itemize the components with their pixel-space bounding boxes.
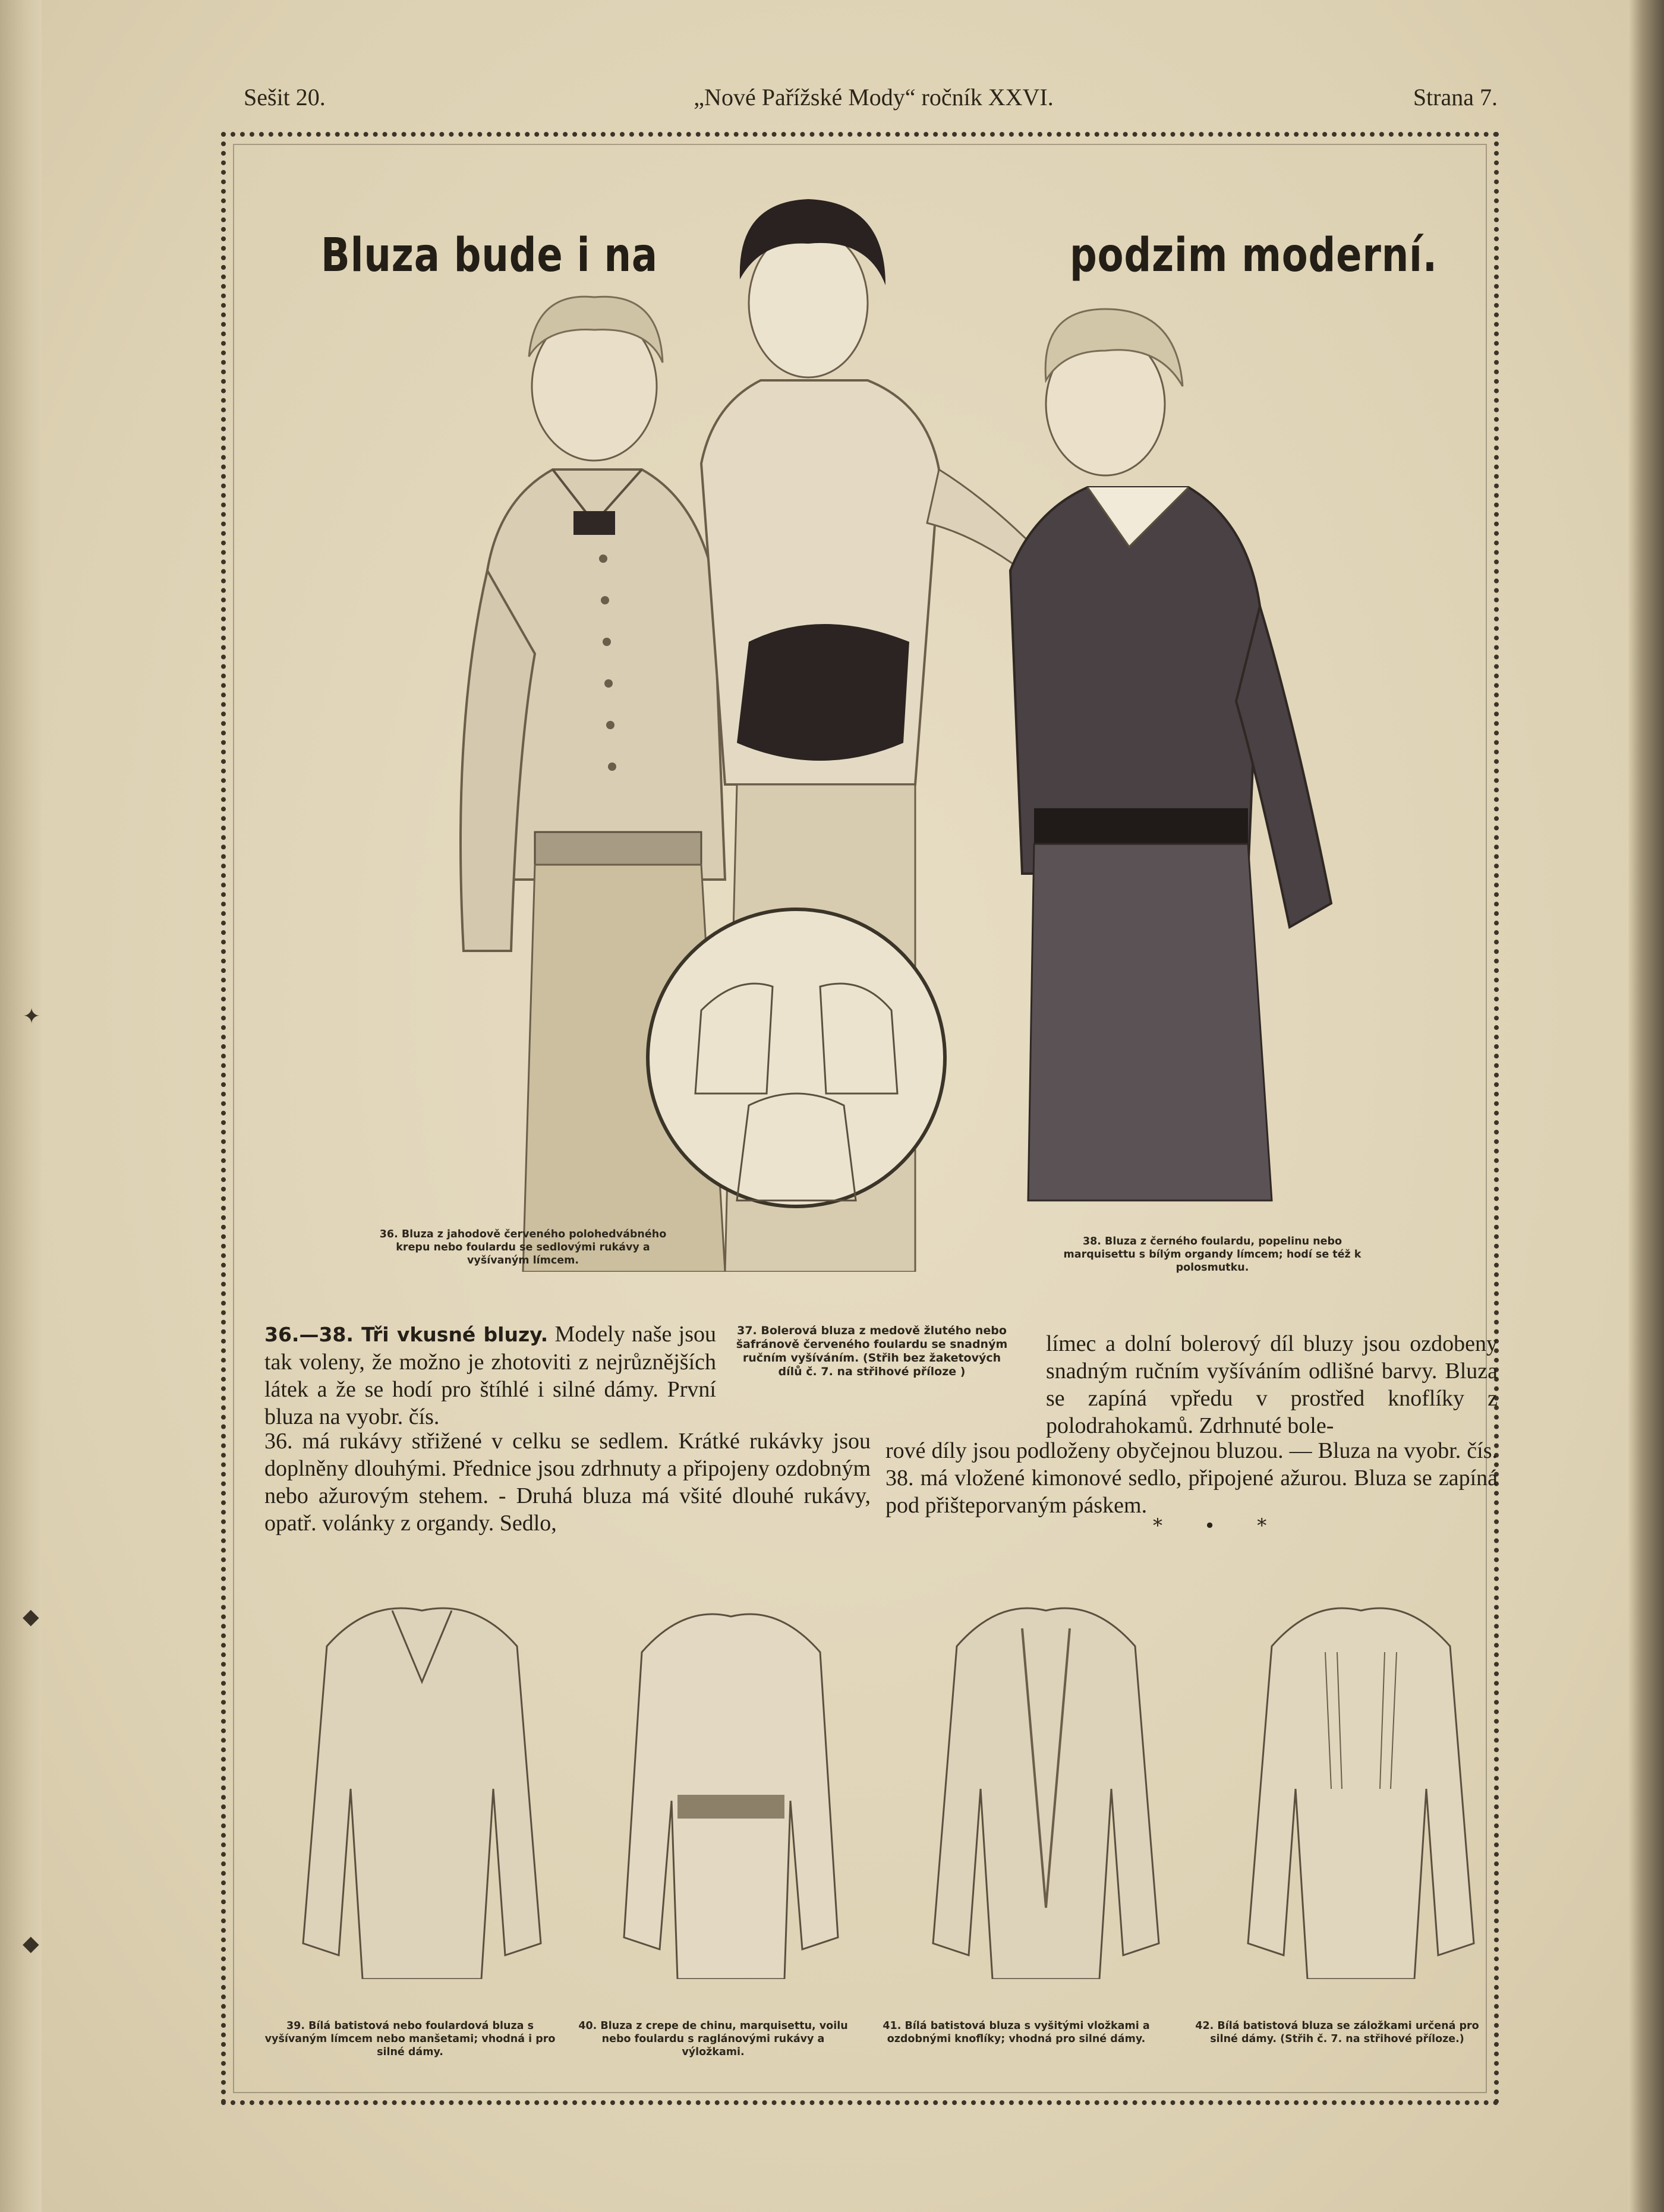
figure-39-blouse bbox=[303, 1608, 541, 1979]
margin-diamond-mark: ◆ bbox=[23, 1605, 39, 1629]
page-edge-shadow bbox=[1628, 0, 1664, 2212]
caption-fig-38: 38. Bluza z černého foulardu, popelinu nebo marquisettu s bílým organdy límcem; hodí se též k polosmutku. bbox=[1063, 1236, 1362, 1274]
figure-40-blouse bbox=[624, 1614, 838, 1979]
section-ornament: * • * bbox=[1153, 1514, 1285, 1537]
caption-fig-37: 37. Bolerová bluza z medově žlutého nebo šafránově červeného foulardu se snadným ručním vyšíváním. (Střih bez žaketových dílů č. 7. na střihové příloze ) bbox=[736, 1324, 1008, 1378]
caption-fig-42: 42. Bílá batistová bluza se záložkami určená pro silné dámy. (Střih č. 7. na střihové příloze.) bbox=[1195, 2020, 1479, 2045]
article-paragraph-4: rové díly jsou podloženy obyčejnou bluzou. — Bluza na vyobr. čís. 38. má vložené kimonové sedlo, připojené ažurou. Bluza se zapíná pod přišteporvaným páskem. bbox=[885, 1438, 1498, 1518]
figure-42-blouse bbox=[1248, 1608, 1474, 1979]
issue-number: Sešit 20. bbox=[244, 84, 326, 111]
margin-cross-mark: ✦ bbox=[23, 1004, 41, 1029]
caption-fig-39: 39. Bílá batistová nebo foulardová bluza s vyšívaným límcem nebo manšetami; vhodná i pro silné dámy. bbox=[264, 2020, 556, 2058]
article-paragraph-3: límec a dolní bolerový díl bluzy jsou ozdobeny snadným ručním vyšíváním odlišné barvy. Bluza se zapíná vpředu v prostřed knoflíky z polodrahokamů. Zdrhnuté bole- bbox=[1046, 1331, 1498, 1438]
page-number: Strana 7. bbox=[1413, 84, 1498, 111]
small-blouse-illustrations bbox=[267, 1575, 1504, 1979]
figure-41-blouse bbox=[933, 1608, 1159, 1979]
figure-38-woman bbox=[1010, 309, 1331, 1200]
margin-diamond-mark-2: ◆ bbox=[23, 1931, 39, 1956]
headline-part-2: podzim moderní. bbox=[1070, 229, 1438, 282]
caption-fig-41: 41. Bílá batistová bluza s vyšitými vložkami a ozdobnými knoflíky; vhodná pro silné dámy. bbox=[883, 2020, 1150, 2045]
article-p1-text: Modely naše jsou tak voleny, že možno je zhotoviti z nejrůznějších látek a že se hodí pro štíhlé i silné dámy. První bluza na vyobr. čís. bbox=[264, 1322, 716, 1429]
headline-part-1: Bluza bude i na bbox=[321, 229, 658, 282]
magazine-title: „Nové Pařížské Mody“ ročník XXVI. bbox=[694, 84, 1054, 111]
pattern-inset-circle bbox=[648, 909, 945, 1206]
article-paragraph-2: 36. má rukávy střižené v celku se sedlem. Krátké rukávky jsou doplněny dlouhými. Přednice jsou zdrhnuty a připojeny ozdobným nebo ažurovým stehem. - Druhá bluza má všité dlouhé rukávy, opatř. volánky z organdy. Sedlo, bbox=[264, 1429, 871, 1536]
caption-fig-36: 36. Bluza z jahodově červeného polohedvábného krepu nebo foulardu se sedlovými rukávy a vyšívaným límcem. bbox=[379, 1228, 667, 1266]
article-paragraph-1 bbox=[264, 1321, 716, 1430]
binding-spine bbox=[0, 0, 42, 2212]
caption-fig-40: 40. Bluza z crepe de chinu, marquisettu, voilu nebo foulardu s raglánovými rukávy a výložkami. bbox=[578, 2020, 848, 2058]
article-lead: 36.—38. Tři vkusné bluzy. bbox=[264, 1323, 549, 1346]
main-fashion-illustration bbox=[416, 190, 1486, 1272]
